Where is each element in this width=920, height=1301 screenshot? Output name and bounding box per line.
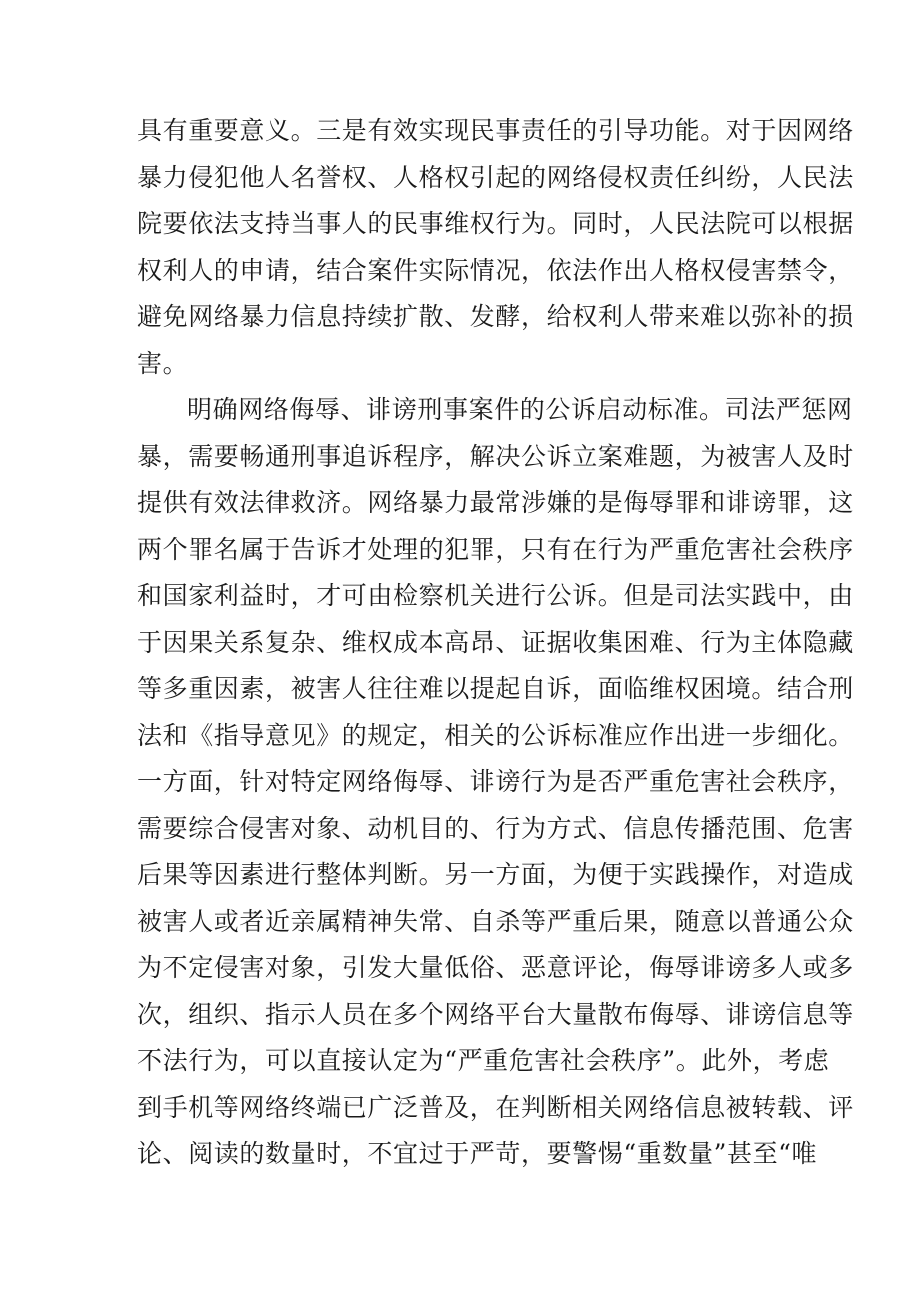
text-line: 害。 [137, 348, 189, 378]
paragraph-first-line: 明确网络侮辱、诽谤刑事案件的公诉启动标准。司法严惩网 [187, 395, 853, 424]
text-line: 避免网络暴力信息持续扩散、发酵，给权利人带来难以弥补的损 [137, 302, 854, 331]
text-line: 和国家利益时，才可由检察机关进行公诉。但是司法实践中，由 [137, 581, 854, 610]
text-line: 于因果关系复杂、维权成本高昂、证据收集困难、行为主体隐藏 [137, 627, 854, 657]
text-line: 两个罪名属于告诉才处理的犯罪，只有在行为严重危害社会秩序 [137, 534, 854, 564]
body-text [137, 108, 854, 1178]
text-line: 被害人或者近亲属精神失常、自杀等严重后果，随意以普通公众 [137, 906, 854, 936]
text-line: 不法行为，可以直接认定为“严重危害社会秩序”。此外，考虑 [137, 1046, 830, 1075]
text-line: 需要综合侵害对象、动机目的、行为方式、信息传播范围、危害 [137, 813, 854, 843]
text-line: 到手机等网络终端已广泛普及，在判断相关网络信息被转载、评 [137, 1092, 854, 1122]
text-line: 一方面，针对特定网络侮辱、诽谤行为是否严重危害社会秩序， [137, 767, 854, 796]
text-line: 等多重因素，被害人往往难以提起自诉，面临维权困境。结合刑 [137, 674, 854, 703]
text-line: 次，组织、指示人员在多个网络平台大量散布侮辱、诽谤信息等 [137, 999, 854, 1029]
text-line: 具有重要意义。三是有效实现民事责任的引导功能。对于因网络 [137, 116, 854, 145]
text-line: 院要依法支持当事人的民事维权行为。同时，人民法院可以根据 [137, 209, 854, 238]
text-line: 后果等因素进行整体判断。另一方面，为便于实践操作，对造成 [137, 860, 854, 889]
text-line: 论、阅读的数量时，不宜过于严苛，要警惕“重数量”甚至“唯 [137, 1139, 818, 1168]
text-line: 暴力侵犯他人名誉权、人格权引起的网络侵权责任纠纷，人民法 [137, 162, 854, 192]
text-line: 提供有效法律救济。网络暴力最常涉嫌的是侮辱罪和诽谤罪，这 [137, 488, 854, 517]
text-line: 暴，需要畅通刑事追诉程序，解决公诉立案难题，为被害人及时 [137, 441, 854, 471]
text-line: 法和《指导意见》的规定，相关的公诉标准应作出进一步细化。 [137, 720, 854, 750]
text-line: 为不定侵害对象，引发大量低俗、恶意评论，侮辱诽谤多人或多 [137, 953, 854, 982]
text-line: 权利人的申请，结合案件实际情况，依法作出人格权侵害禁令， [137, 255, 854, 285]
